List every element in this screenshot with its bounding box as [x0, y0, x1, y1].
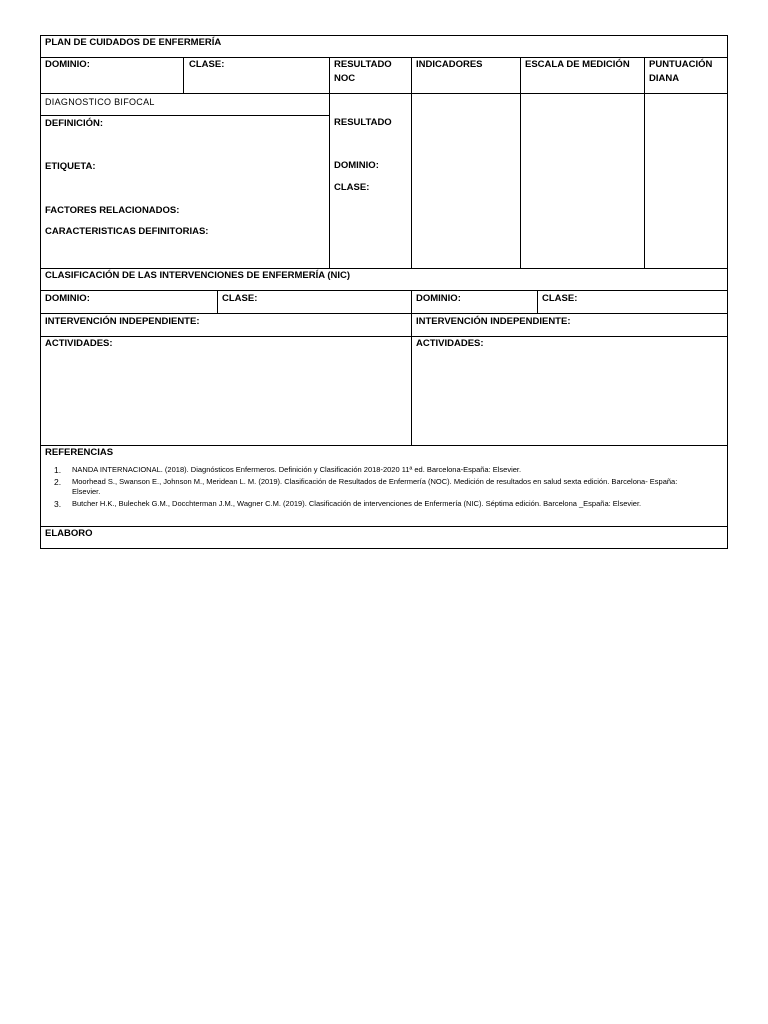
reference-text: Moorhead S., Swanson E., Johnson M., Meridean L. M. (2019). Clasificación de Resultados de Enfermería (NOC). Medición de resultados en salud sexta edición. Barcelona- España: Elsevier.: [72, 476, 678, 496]
nic-title: CLASIFICACIÓN DE LAS INTERVENCIONES DE ENFERMERÍA (NIC): [45, 270, 351, 281]
indicadores-label: INDICADORES: [416, 59, 483, 70]
factores-label: FACTORES RELACIONADOS:: [45, 205, 180, 216]
column-divider: [217, 290, 218, 313]
nic-left-actividades: ACTIVIDADES:: [45, 338, 113, 349]
reference-text: Butcher H.K., Bulechek G.M., Docchterman J.M., Wagner C.M. (2019). Clasificación de intervenciones de Enfermería (NIC). Séptima edición. Barcelona _España: Elsevier.: [72, 498, 642, 508]
column-divider: [520, 57, 521, 268]
row-divider: [40, 93, 728, 94]
row-divider: [40, 313, 728, 314]
column-divider: [329, 57, 330, 268]
references-list: [46, 465, 706, 510]
resultado-noc-label-2: NOC: [334, 73, 356, 84]
reference-number: 2.: [54, 476, 62, 487]
reference-item: [46, 465, 706, 476]
column-divider: [411, 290, 412, 445]
nic-left-clase: CLASE:: [222, 293, 258, 304]
nic-right-intervencion: INTERVENCIÓN INDEPENDIENTE:: [416, 316, 571, 327]
column-divider: [644, 57, 645, 268]
reference-text: NANDA INTERNACIONAL. (2018). Diagnósticos Enfermeros. Definición y Clasificación 2018-2020 11ª ed. Barcelona-España: Elsevier.: [72, 465, 522, 474]
noc-dominio-label: DOMINIO:: [334, 160, 379, 171]
row-divider: [40, 526, 728, 527]
reference-item: [46, 499, 706, 510]
escala-label: ESCALA DE MEDICIÓN: [525, 59, 630, 70]
form-title: PLAN DE CUIDADOS DE ENFERMERÍA: [45, 37, 222, 48]
referencias-title: REFERENCIAS: [45, 447, 114, 458]
elaboro-label: ELABORO: [45, 528, 93, 539]
column-divider: [183, 57, 184, 93]
nic-right-dominio: DOMINIO:: [416, 293, 461, 304]
row-divider: [40, 445, 728, 446]
noc-resultado-label: RESULTADO: [334, 117, 392, 128]
column-divider: [537, 290, 538, 313]
resultado-noc-label: RESULTADO: [334, 59, 392, 70]
reference-number: 3.: [54, 498, 62, 509]
nic-left-dominio: DOMINIO:: [45, 293, 90, 304]
etiqueta-label: ETIQUETA:: [45, 161, 96, 172]
reference-item: [46, 477, 706, 498]
noc-clase-label: CLASE:: [334, 182, 370, 193]
nic-left-intervencion: INTERVENCIÓN INDEPENDIENTE:: [45, 316, 200, 327]
definicion-label: DEFINICIÓN:: [45, 118, 104, 129]
reference-number: 1.: [54, 465, 62, 475]
puntuacion-label-2: DIANA: [649, 73, 680, 84]
caracteristicas-label: CARACTERISTICAS DEFINITORIAS:: [45, 226, 209, 237]
diagnosis-title: DIAGNOSTICO BIFOCAL: [45, 97, 155, 107]
nic-right-clase: CLASE:: [542, 293, 578, 304]
column-divider: [411, 57, 412, 268]
row-divider: [40, 115, 329, 116]
row-divider: [40, 336, 728, 337]
row-divider: [40, 290, 728, 291]
clase-label: CLASE:: [189, 59, 225, 70]
dominio-label: DOMINIO:: [45, 59, 90, 70]
puntuacion-label: PUNTUACIÓN: [649, 59, 713, 70]
nic-right-actividades: ACTIVIDADES:: [416, 338, 484, 349]
